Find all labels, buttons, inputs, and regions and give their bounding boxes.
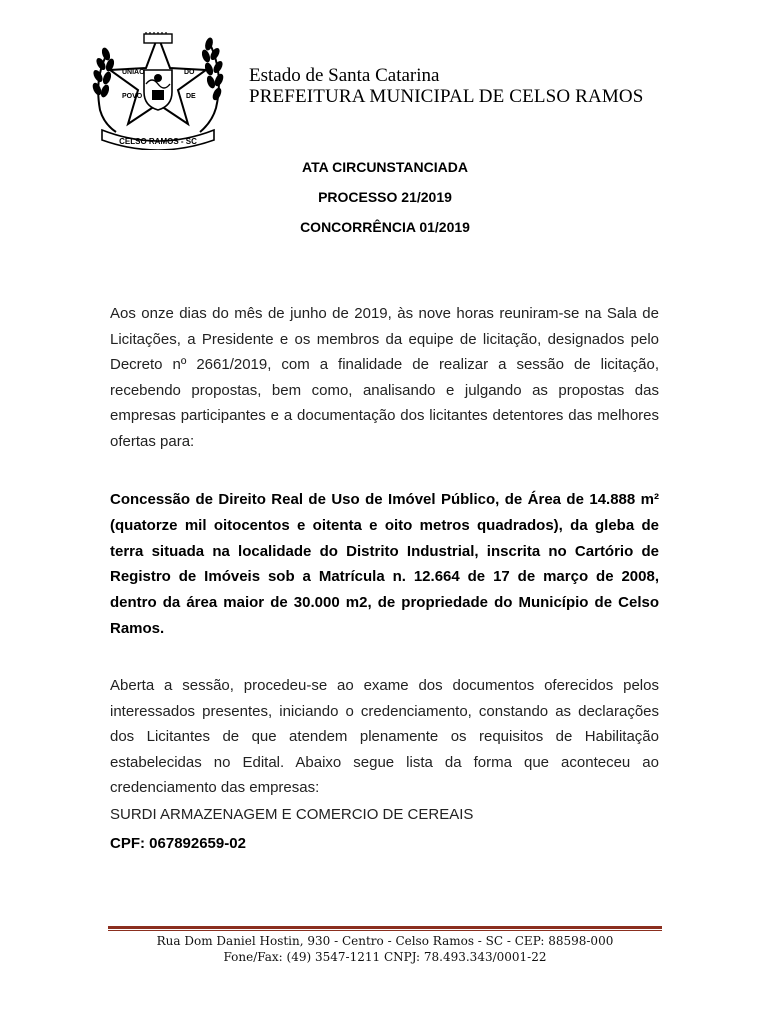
process-number: PROCESSO 21/2019 — [318, 189, 452, 205]
crest-text-de: DE — [186, 93, 196, 100]
prefecture-name: PREFEITURA MUNICIPAL DE CELSO RAMOS — [249, 86, 644, 107]
footer-rule-thin — [108, 930, 662, 931]
session-paragraph: Aberta a sessão, procedeu-se ao exame dos documentos oferecidos pelos interessados presentes, iniciando o credenciamento, constando as declarações dos Licitantes de que atendem plenamente os requisitos de Habilitação estabelecidas no Edital. Abaixo segue lista da forma que aconteceu ao credenciamento das empresas: — [110, 677, 659, 797]
crest-text-povo: POVO — [122, 93, 143, 100]
opening-paragraph: Aos onze dias do mês de junho de 2019, às nove horas reuniram-se na Sala de Licitações, a Presidente e os membros da equipe de licitação, designados pelo Decreto nº 2661/2019, com a finalidade de realizar a sessão de licitação, recebendo propostas, bem como, analisando e julgando as propostas das empresas participantes e a documentação dos licitantes detentores das melhores ofertas para: — [110, 305, 659, 450]
company-cpf: CPF: 067892659-02 — [110, 835, 246, 852]
footer — [0, 933, 770, 965]
object-paragraph: Concessão de Direito Real de Uso de Imóvel Público, de Área de 14.888 m² (quatorze mil oitocentos e oitenta e oito metros quadrados), da gleba de terra situada na localidade do Distrito Industrial, inscrita no Cartório de Registro de Imóveis sob a Matrícula n. 12.664 de 17 de março de 2008, dentro da área maior de 30.000 m2, de propriedade do Município de Celso Ramos. — [110, 491, 659, 637]
tender-number: CONCORRÊNCIA 01/2019 — [300, 219, 470, 235]
document-title-block — [0, 156, 770, 246]
company-name: SURDI ARMAZENAGEM E COMERCIO DE CEREAIS — [110, 806, 474, 823]
municipal-crest-icon — [88, 32, 228, 150]
footer-contact: Fone/Fax: (49) 3547-1211 CNPJ: 78.493.343/0001-22 — [223, 950, 547, 964]
footer-address: Rua Dom Daniel Hostin, 930 - Centro - Celso Ramos - SC - CEP: 88598-000 — [156, 934, 614, 948]
footer-rule — [108, 926, 662, 929]
crest-text-do: DO — [184, 69, 195, 76]
crest-ribbon-text: CELSO RAMOS - SC — [119, 137, 197, 146]
crest-text-uniao: UNIÃO — [122, 69, 145, 76]
document-title: ATA CIRCUNSTANCIADA — [302, 159, 468, 175]
state-name: Estado de Santa Catarina — [249, 65, 440, 86]
